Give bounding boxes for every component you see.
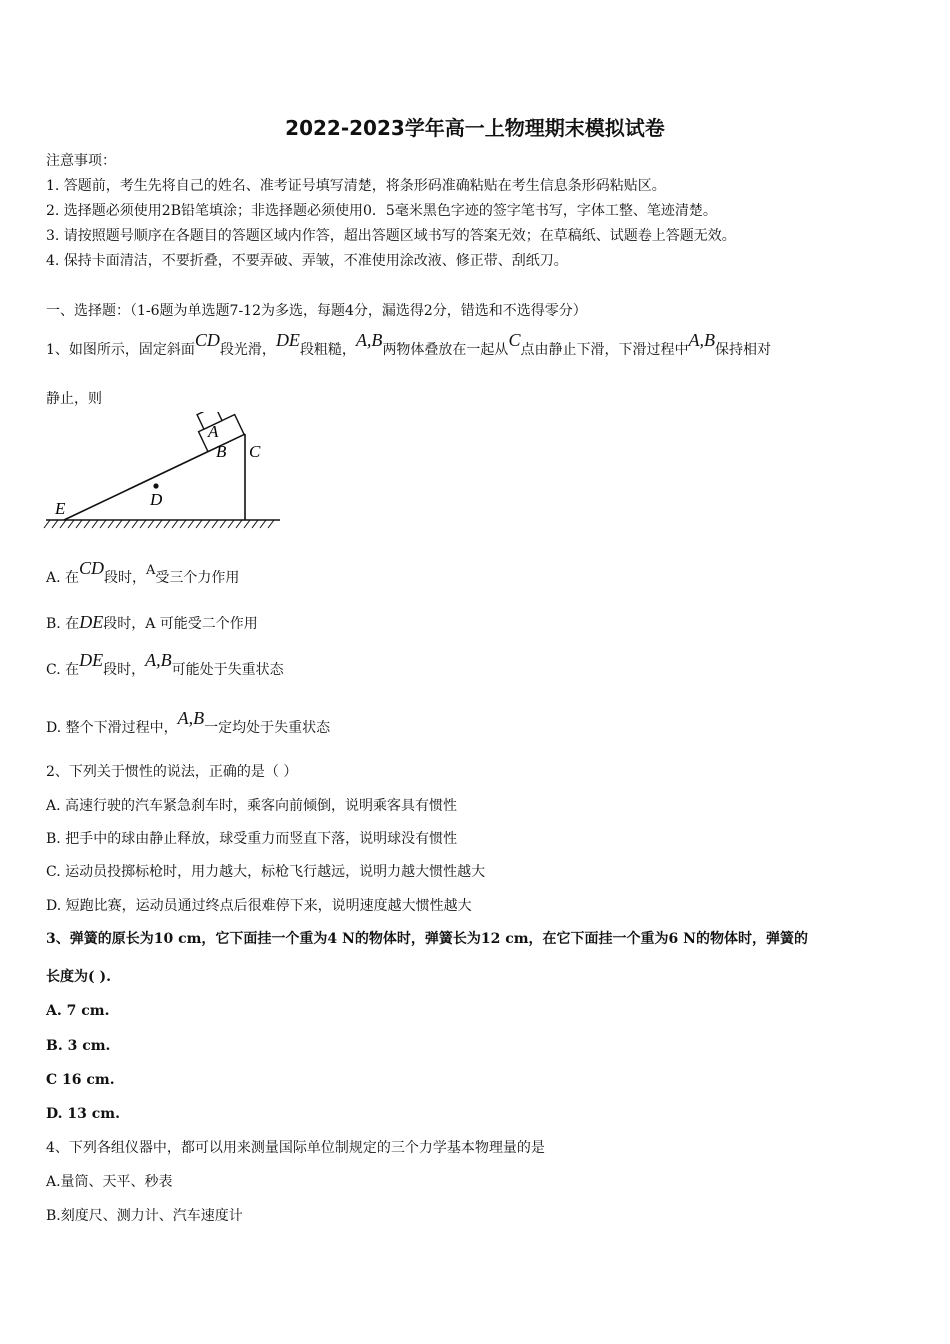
q4-option-b: B.刻度尺、测力计、汽车速度计 xyxy=(46,1208,243,1224)
math-ab: A,B xyxy=(145,650,172,670)
math-ab: A,B xyxy=(177,708,205,728)
q1-option-d-text-1: D. 整个下滑过程中， xyxy=(46,720,178,736)
q1-option-c-text-3: 可能处于失重状态 xyxy=(171,662,284,678)
q1-option-c-text-1: C. 在 xyxy=(46,662,80,678)
q3-option-d: D. 13 cm. xyxy=(46,1106,120,1122)
notes-item-2: 2. 选择题必须使用2B铅笔填涂；非选择题必须使用0．5毫米黑色字迹的签字笔书写，字体工整、笔迹清楚。 xyxy=(46,203,717,219)
q1-text-2: 段光滑， xyxy=(219,342,276,358)
question-3-stem: 3、弹簧的原长为10 cm，它下面挂一个重为4 N的物体时，弹簧长为12 cm，在它下面挂一个重为6 N的物体时，弹簧的 xyxy=(46,931,808,947)
question-2-stem: 2、下列关于惯性的说法，正确的是（ ） xyxy=(46,764,298,780)
label-b: B xyxy=(216,442,227,461)
q1-text-5: 点由静止下滑，下滑过程中 xyxy=(520,342,689,358)
question-3-cont: 长度为( ). xyxy=(46,969,111,985)
q2-option-c: C. 运动员投掷标枪时，用力越大，标枪飞行越远，说明力越大惯性越大 xyxy=(46,864,486,880)
q1-option-a-text-2: 段时， xyxy=(104,570,147,586)
math-ab: A,B xyxy=(355,330,383,350)
q1-option-c xyxy=(46,650,284,680)
q1-option-a-text-1: A. 在 xyxy=(46,570,80,586)
label-a: A xyxy=(208,422,219,441)
question-4-stem: 4、下列各组仪器中，都可以用来测量国际单位制规定的三个力学基本物理量的是 xyxy=(46,1140,545,1156)
label-c: C xyxy=(249,442,261,461)
page-title: 2022-2023学年高一上物理期末模拟试卷 xyxy=(285,116,665,140)
label-d: D xyxy=(150,490,163,509)
q1-option-d-text-3: 一定均处于失重状态 xyxy=(204,720,331,736)
q1-option-b-text-1: B. 在 xyxy=(46,616,80,632)
notes-heading: 注意事项： xyxy=(46,153,116,169)
math-a: A xyxy=(146,563,156,578)
q1-option-d xyxy=(46,708,331,738)
q1-option-b-text-2: 段时， xyxy=(103,616,146,632)
q3-option-c: C 16 cm. xyxy=(46,1072,115,1088)
q1-option-b-text-3: A 可能受二个作用 xyxy=(145,616,258,632)
q3-option-a: A. 7 cm. xyxy=(46,1003,110,1019)
notes-item-1: 1. 答题前，考生先将自己的姓名、准考证号填写清楚，将条形码准确粘贴在考生信息条形码粘贴区。 xyxy=(46,178,666,194)
q2-option-b: B. 把手中的球由静止释放，球受重力而竖直下落，说明球没有惯性 xyxy=(46,831,458,847)
section-heading: 一、选择题：（1-6题为单选题7-12为多选，每题4分，漏选得2分，错选和不选得零分） xyxy=(46,303,587,319)
notes-item-4: 4. 保持卡面清洁，不要折叠，不要弄破、弄皱，不准使用涂改液、修正带、刮纸刀。 xyxy=(46,253,568,269)
q1-text-4: 两物体叠放在一起从 xyxy=(382,342,509,358)
q1-text-6: 保持相对 xyxy=(714,342,771,358)
ground-hatching xyxy=(44,520,274,528)
math-de: DE xyxy=(79,612,104,632)
q1-text-3: 段粗糙， xyxy=(299,342,356,358)
q1-option-b xyxy=(46,612,258,634)
label-e: E xyxy=(55,499,66,518)
q3-option-b: B. 3 cm. xyxy=(46,1038,111,1054)
math-ab-2: A,B xyxy=(688,330,715,350)
math-cd: CD xyxy=(79,558,105,578)
math-de: DE xyxy=(79,650,104,670)
math-de: DE xyxy=(275,330,300,350)
math-cd: CD xyxy=(194,330,220,350)
q1-option-a xyxy=(46,558,240,589)
notes-item-3: 3. 请按照题号顺序在各题目的答题区域内作答，超出答题区域书写的答案无效；在草稿纸、试题卷上答题无效。 xyxy=(46,228,736,244)
incline-figure xyxy=(40,412,290,537)
point-d xyxy=(153,483,158,488)
question-1-cont: 静止，则 xyxy=(46,391,102,407)
math-c: C xyxy=(508,330,521,350)
q4-option-a: A.量筒、天平、秒表 xyxy=(46,1174,173,1190)
q1-option-a-text-3: 受三个力作用 xyxy=(155,570,240,586)
question-1-stem xyxy=(46,330,771,360)
q1-option-c-text-2: 段时， xyxy=(103,662,146,678)
q2-option-d: D. 短跑比赛，运动员通过终点后很难停下来，说明速度越大惯性越大 xyxy=(46,898,472,914)
q1-text-1: 1、如图所示，固定斜面 xyxy=(46,342,195,358)
q2-option-a: A. 高速行驶的汽车紧急刹车时，乘客向前倾倒，说明乘客具有惯性 xyxy=(46,798,458,814)
